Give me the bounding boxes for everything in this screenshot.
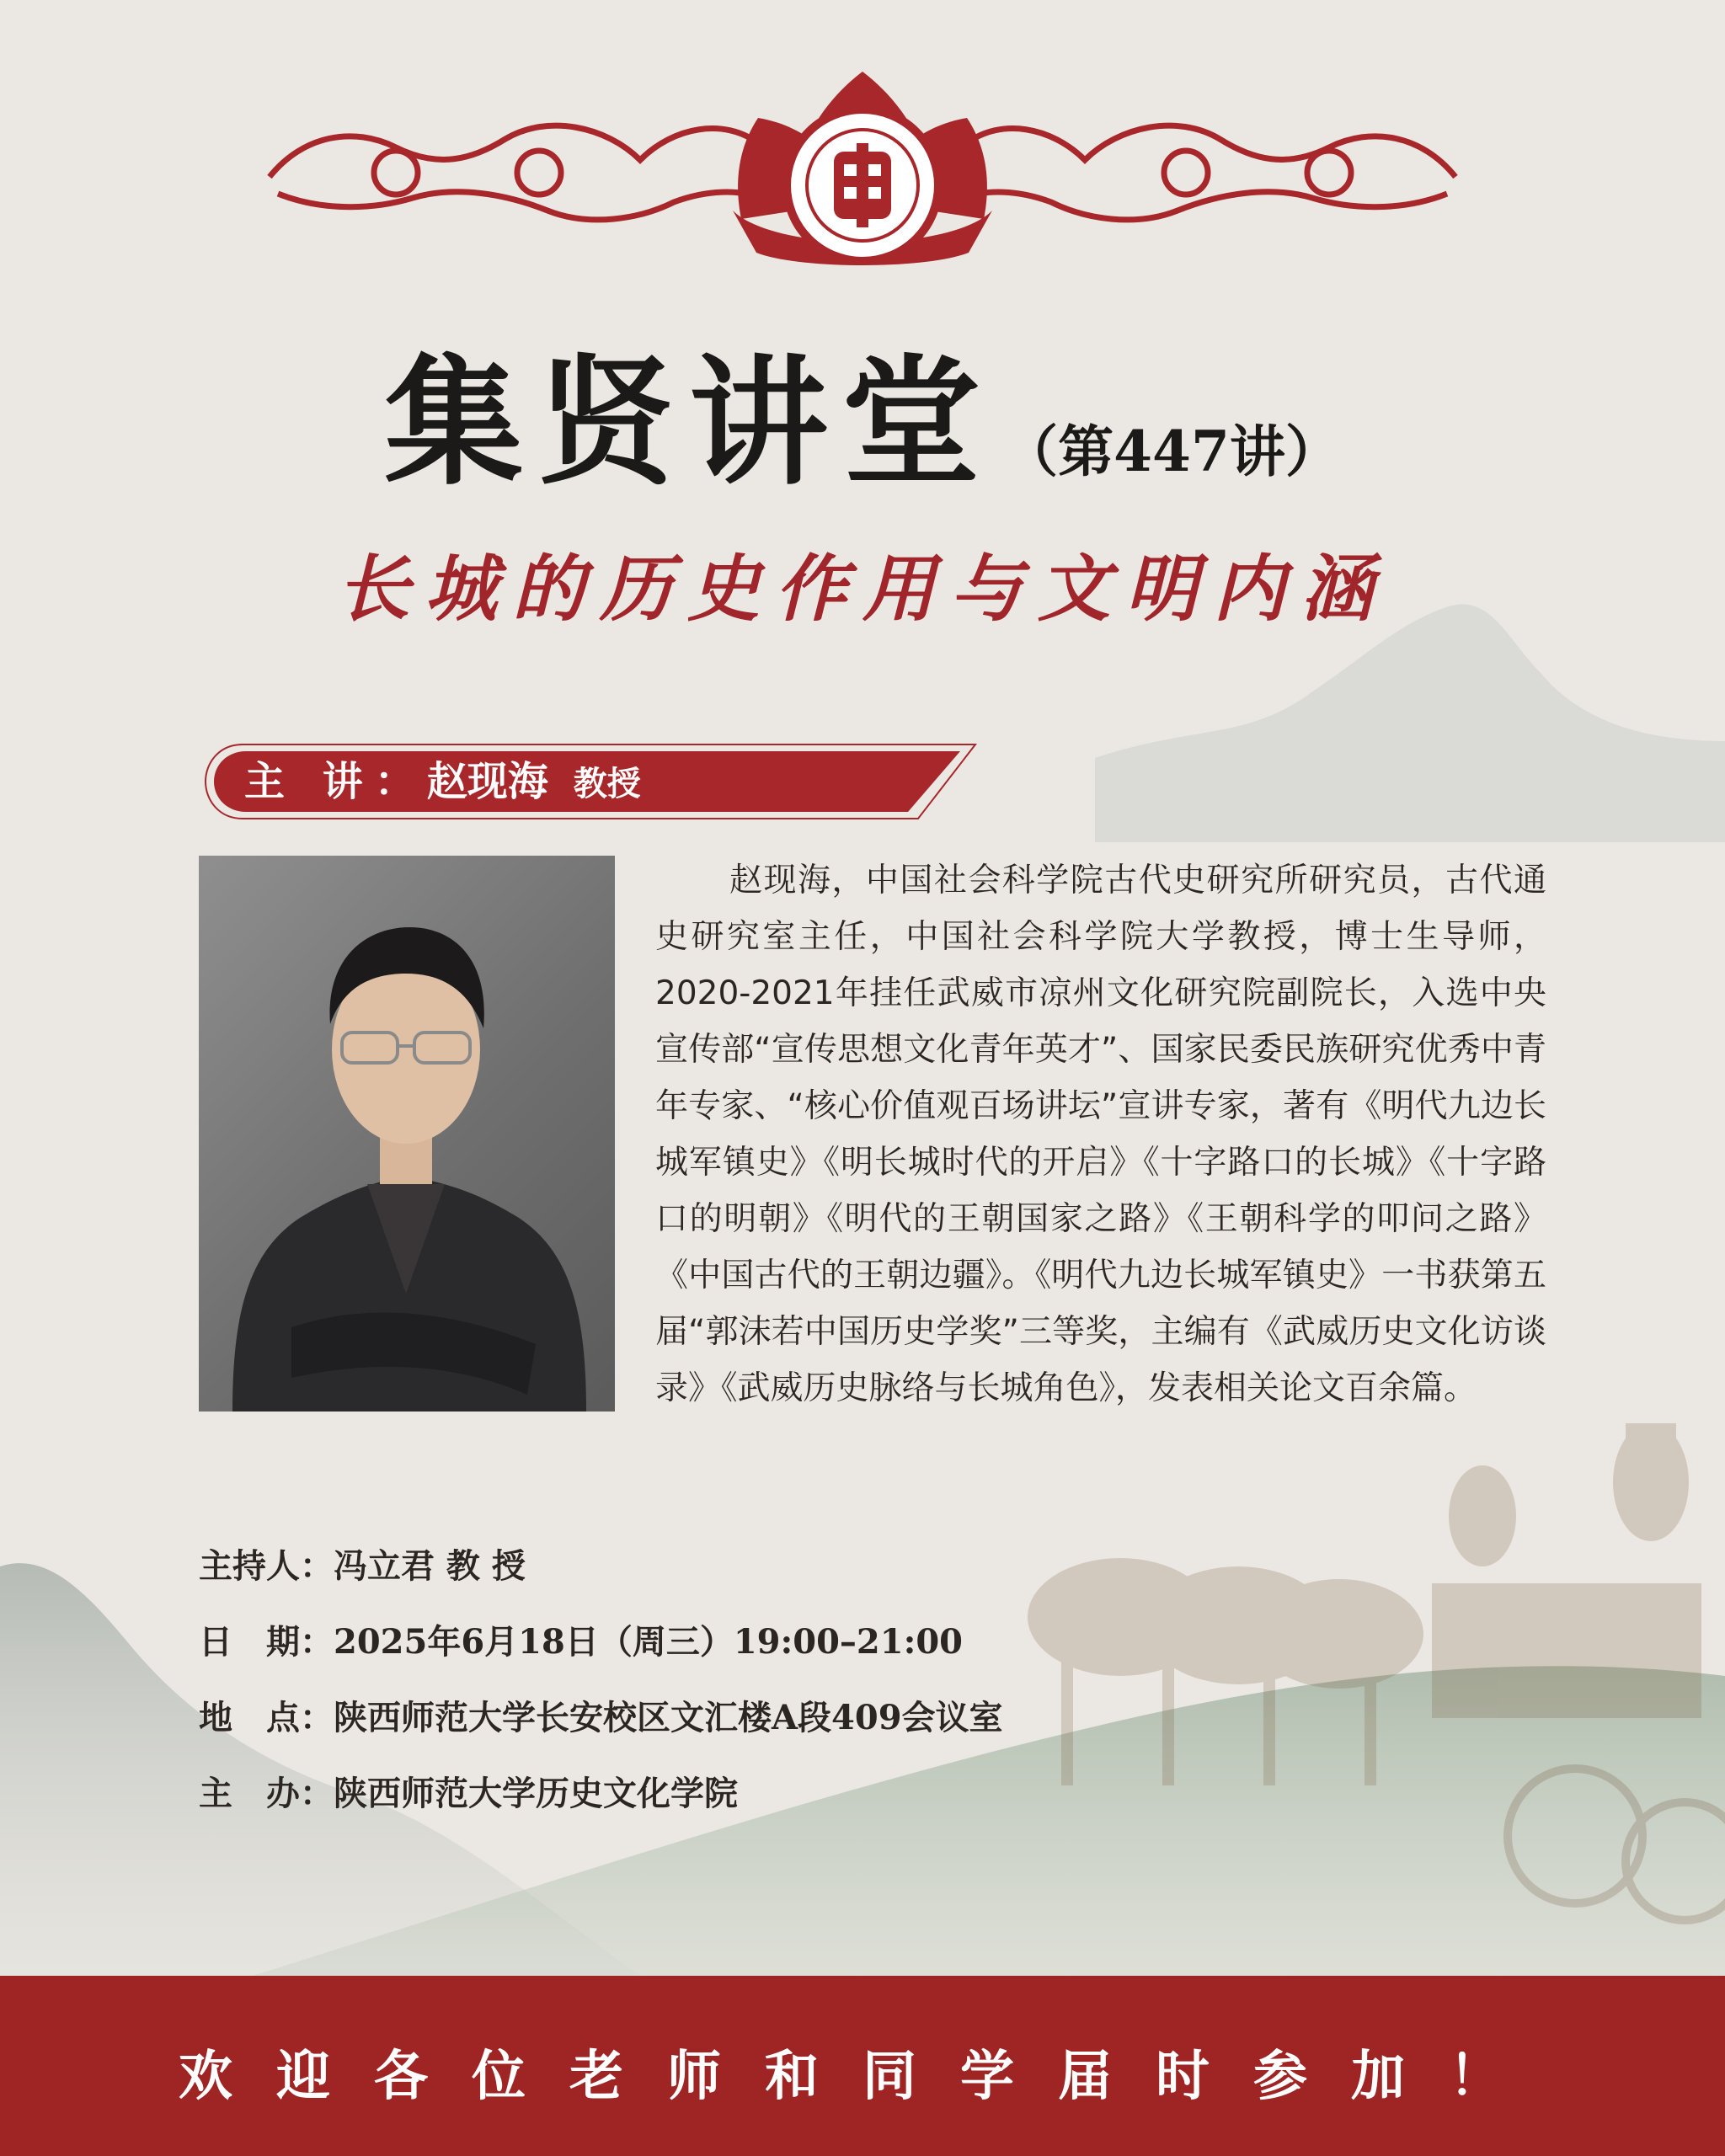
speaker-photo bbox=[199, 856, 615, 1412]
speaker-label: 主 讲： bbox=[244, 758, 427, 805]
organizer-label: 主 办： bbox=[199, 1774, 334, 1813]
speaker-banner bbox=[202, 741, 977, 822]
footer-bar bbox=[0, 1976, 1725, 2156]
title-row bbox=[0, 312, 1725, 511]
speaker-name: 赵现海 bbox=[426, 758, 548, 805]
emblem-logo bbox=[733, 72, 992, 265]
portrait-figure bbox=[199, 856, 615, 1412]
date-row bbox=[199, 1617, 1003, 1693]
lecture-subtitle: 长城的历史作用与文明内涵 bbox=[337, 547, 1388, 632]
date-value: 2025年6月18日（周三）19:00–21:00 bbox=[334, 1622, 964, 1662]
host-value: 冯立君 教 授 bbox=[334, 1546, 526, 1586]
far-mountains bbox=[1095, 604, 1725, 842]
speaker-text bbox=[244, 755, 641, 808]
main-title: 集贤讲堂 bbox=[384, 340, 995, 504]
host-row bbox=[199, 1541, 1003, 1617]
speaker-bio: 赵现海，中国社会科学院古代史研究所研究员，古代通史研究室主任，中国社会科学院大学教授，博士生导师，2020-2021年挂任武威市凉州文化研究院副院长，入选中央宣传部“宣传思想文化青年英才”、国家民委民族研究优秀中青年专家、“核心价值观百场讲坛”宣讲专家，著有《明代九边长城军镇史》《明长城时代的开启》《十字路口的长城》《十字路口的明朝》《明代的王朝国家之路》《王朝科学的叩问之路》《中国古代的王朝边疆》。《明代九边长城军镇史》一书获第五届“郭沫若中国历史学奖”三等奖，主编有《武威历史文化访谈录》《武威历史脉络与长城角色》，发表相关论文百余篇。 bbox=[655, 862, 1546, 1407]
host-label: 主持人： bbox=[199, 1546, 334, 1586]
welcome-text: 欢迎各位老师和同学届时参加！ bbox=[179, 2045, 1546, 2108]
event-info bbox=[199, 1541, 1003, 1844]
speaker-title: 教授 bbox=[573, 764, 641, 803]
place-value: 陕西师范大学长安校区文汇楼A段409会议室 bbox=[334, 1698, 1003, 1737]
lecture-number: （第447讲） bbox=[1002, 419, 1341, 484]
organizer-row bbox=[199, 1769, 1003, 1844]
place-row bbox=[199, 1693, 1003, 1769]
place-label: 地 点： bbox=[199, 1698, 334, 1737]
date-label: 日 期： bbox=[199, 1622, 334, 1662]
organizer-value: 陕西师范大学历史文化学院 bbox=[334, 1774, 738, 1813]
